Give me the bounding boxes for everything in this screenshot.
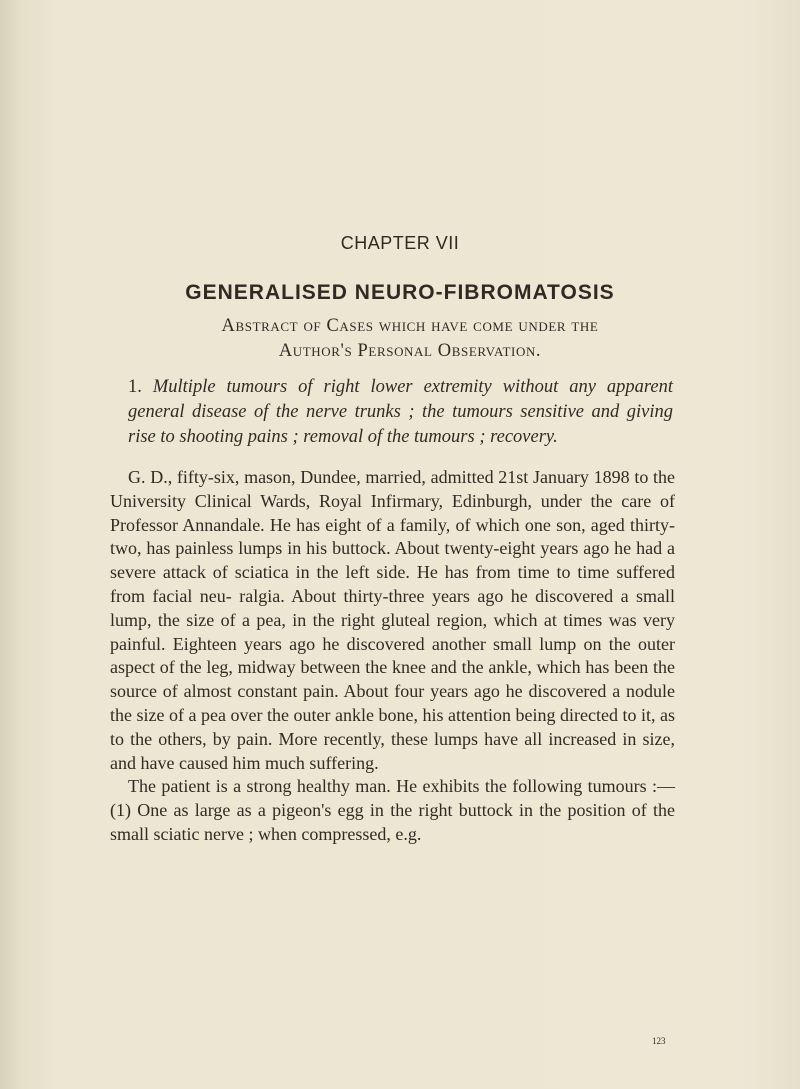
case-heading-text: Multiple tumours of right lower extremity without any apparent general disease of the nerve trunks ; the tumours sensitive and giving rise to shooting pains ; removal of the tumours ; recovery. (128, 377, 674, 447)
abstract-heading: Abstract of Cases which have come under the Author's Personal Observation. (221, 316, 599, 361)
chapter-title: GENERALISED NEURO-FIBROMATOSIS (185, 281, 615, 304)
paragraph-examination: The patient is a strong healthy man. He exhibits the following tumours :—(1) One as large as a pigeon's egg in the right buttock in the position of the small sciatic nerve ; when compressed, e.g. (110, 776, 675, 844)
chapter-heading: CHAPTER VII (340, 233, 460, 253)
paragraph-history: G. D., fifty-six, mason, Dundee, married, admitted 21st January 1898 to the University Clinical Wards, Royal Infirmary, Edinburgh, under the care of Professor Annandale. He has eight of a family, of which one son, aged thirty-two, has painless lumps in his buttock. About twenty-eight years ago he had a severe attack of sciatica in the left side. He has from time to time suffered from facial neu- ralgia. About thirty-three years ago he discovered a small lump, the size of a pea, in the right gluteal region, which at times was very painful. Eighteen years ago he discovered another small lump on the outer aspect of the leg, midway between the knee and the ankle, which has been the source of almost constant pain. About four years ago he discovered a nodule the size of a pea over the outer ankle bone, his attention being directed to it, as to the others, by pain. More recently, these lumps have all increased in size, and have caused him much suffering. (110, 467, 675, 773)
case-heading (128, 375, 673, 450)
page-number: 123 (652, 1036, 666, 1046)
case-number: 1. (128, 377, 142, 397)
case-body (110, 466, 675, 847)
